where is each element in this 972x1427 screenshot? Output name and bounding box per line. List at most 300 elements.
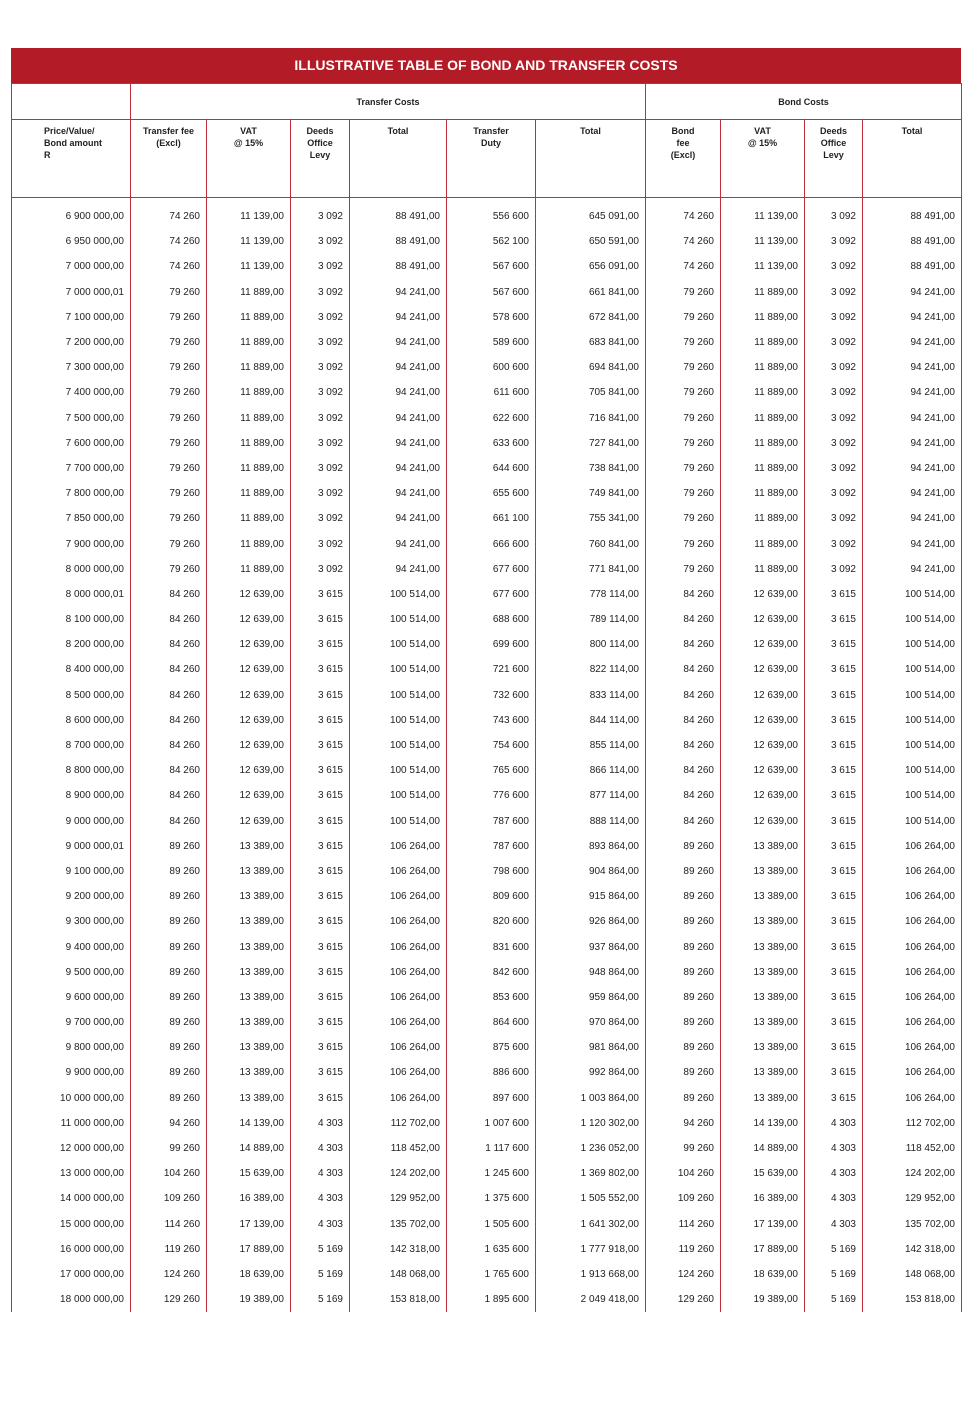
table-cell: 17 889,00 bbox=[207, 1237, 291, 1262]
table-cell: 74 260 bbox=[131, 254, 207, 279]
table-cell: 798 600 bbox=[447, 859, 536, 884]
table-cell: 13 000 000,00 bbox=[12, 1161, 131, 1186]
table-cell: 8 700 000,00 bbox=[12, 733, 131, 758]
table-cell: 84 260 bbox=[131, 683, 207, 708]
table-cell: 11 889,00 bbox=[721, 280, 805, 305]
table-cell: 17 139,00 bbox=[207, 1212, 291, 1237]
table-cell: 7 800 000,00 bbox=[12, 481, 131, 506]
table-cell: 3 615 bbox=[805, 909, 863, 934]
table-cell: 11 889,00 bbox=[721, 330, 805, 355]
table-cell: 13 389,00 bbox=[721, 834, 805, 859]
table-cell: 79 260 bbox=[646, 380, 721, 405]
table-cell: 106 264,00 bbox=[350, 884, 447, 909]
table-cell: 3 092 bbox=[805, 406, 863, 431]
table-row bbox=[12, 481, 962, 506]
table-cell: 94 241,00 bbox=[863, 557, 962, 582]
table-cell: 5 169 bbox=[291, 1262, 350, 1287]
table-cell: 893 864,00 bbox=[536, 834, 646, 859]
table-cell: 9 100 000,00 bbox=[12, 859, 131, 884]
table-row bbox=[12, 1060, 962, 1085]
table-row bbox=[12, 431, 962, 456]
table-cell: 100 514,00 bbox=[350, 632, 447, 657]
table-cell: 16 389,00 bbox=[721, 1186, 805, 1211]
table-cell: 765 600 bbox=[447, 758, 536, 783]
table-cell: 88 491,00 bbox=[350, 229, 447, 254]
table-cell: 106 264,00 bbox=[350, 909, 447, 934]
table-cell: 84 260 bbox=[646, 582, 721, 607]
table-cell: 89 260 bbox=[131, 1035, 207, 1060]
table-cell: 3 615 bbox=[805, 683, 863, 708]
table-cell: 776 600 bbox=[447, 783, 536, 808]
table-cell: 9 000 000,00 bbox=[12, 809, 131, 834]
column-header-10: Total bbox=[863, 120, 962, 198]
table-cell: 3 615 bbox=[805, 1035, 863, 1060]
table-cell: 864 600 bbox=[447, 1010, 536, 1035]
table-cell: 11 139,00 bbox=[721, 254, 805, 279]
table-cell: 16 389,00 bbox=[207, 1186, 291, 1211]
table-row bbox=[12, 1186, 962, 1211]
table-cell: 89 260 bbox=[131, 909, 207, 934]
table-row bbox=[12, 531, 962, 556]
table-cell: 74 260 bbox=[646, 229, 721, 254]
table-cell: 771 841,00 bbox=[536, 557, 646, 582]
table-cell: 94 241,00 bbox=[350, 406, 447, 431]
table-cell: 106 264,00 bbox=[350, 859, 447, 884]
table-cell: 3 092 bbox=[805, 531, 863, 556]
table-cell: 100 514,00 bbox=[350, 809, 447, 834]
table-cell: 106 264,00 bbox=[863, 859, 962, 884]
table-title: ILLUSTRATIVE TABLE OF BOND AND TRANSFER COSTS bbox=[11, 48, 961, 83]
table-cell: 94 241,00 bbox=[350, 506, 447, 531]
table-cell: 18 639,00 bbox=[207, 1262, 291, 1287]
table-body bbox=[12, 204, 962, 1312]
table-cell: 727 841,00 bbox=[536, 431, 646, 456]
table-cell: 19 389,00 bbox=[207, 1287, 291, 1312]
table-cell: 8 900 000,00 bbox=[12, 783, 131, 808]
table-cell: 89 260 bbox=[646, 985, 721, 1010]
table-cell: 12 639,00 bbox=[721, 657, 805, 682]
table-cell: 11 889,00 bbox=[207, 380, 291, 405]
table-cell: 3 092 bbox=[291, 557, 350, 582]
table-row bbox=[12, 1086, 962, 1111]
table-cell: 716 841,00 bbox=[536, 406, 646, 431]
table-cell: 743 600 bbox=[447, 708, 536, 733]
table-cell: 89 260 bbox=[646, 1010, 721, 1035]
table-cell: 3 615 bbox=[291, 758, 350, 783]
table-cell: 556 600 bbox=[447, 204, 536, 229]
table-cell: 18 639,00 bbox=[721, 1262, 805, 1287]
table-row bbox=[12, 934, 962, 959]
table-cell: 79 260 bbox=[646, 557, 721, 582]
table-cell: 14 000 000,00 bbox=[12, 1186, 131, 1211]
table-cell: 5 169 bbox=[805, 1287, 863, 1312]
table-cell: 94 241,00 bbox=[350, 531, 447, 556]
table-cell: 3 615 bbox=[291, 657, 350, 682]
table-cell: 3 092 bbox=[291, 229, 350, 254]
table-cell: 3 092 bbox=[291, 330, 350, 355]
table-cell: 4 303 bbox=[291, 1212, 350, 1237]
table-row bbox=[12, 506, 962, 531]
table-cell: 11 889,00 bbox=[207, 330, 291, 355]
table-cell: 106 264,00 bbox=[350, 1010, 447, 1035]
table-cell: 11 889,00 bbox=[721, 431, 805, 456]
table-cell: 74 260 bbox=[131, 229, 207, 254]
table-cell: 567 600 bbox=[447, 280, 536, 305]
table-cell: 17 889,00 bbox=[721, 1237, 805, 1262]
table-cell: 84 260 bbox=[646, 657, 721, 682]
table-cell: 3 615 bbox=[805, 758, 863, 783]
table-cell: 100 514,00 bbox=[863, 632, 962, 657]
table-cell: 94 260 bbox=[131, 1111, 207, 1136]
table-cell: 106 264,00 bbox=[863, 1060, 962, 1085]
table-cell: 100 514,00 bbox=[350, 582, 447, 607]
table-cell: 3 615 bbox=[805, 632, 863, 657]
table-cell: 11 889,00 bbox=[207, 506, 291, 531]
table-cell: 79 260 bbox=[131, 531, 207, 556]
table-cell: 5 169 bbox=[291, 1287, 350, 1312]
table-cell: 84 260 bbox=[131, 657, 207, 682]
table-cell: 787 600 bbox=[447, 809, 536, 834]
table-cell: 656 091,00 bbox=[536, 254, 646, 279]
table-cell: 106 264,00 bbox=[863, 909, 962, 934]
table-cell: 100 514,00 bbox=[863, 783, 962, 808]
table-cell: 89 260 bbox=[131, 934, 207, 959]
table-row bbox=[12, 909, 962, 934]
table-cell: 3 092 bbox=[805, 280, 863, 305]
column-header-row bbox=[12, 120, 962, 198]
table-cell: 721 600 bbox=[447, 657, 536, 682]
table-row bbox=[12, 1212, 962, 1237]
table-cell: 694 841,00 bbox=[536, 355, 646, 380]
table-cell: 84 260 bbox=[646, 758, 721, 783]
table-cell: 129 260 bbox=[646, 1287, 721, 1312]
table-cell: 749 841,00 bbox=[536, 481, 646, 506]
table-cell: 3 092 bbox=[805, 380, 863, 405]
table-cell: 3 092 bbox=[291, 531, 350, 556]
table-cell: 106 264,00 bbox=[350, 960, 447, 985]
table-cell: 3 615 bbox=[291, 708, 350, 733]
table-cell: 755 341,00 bbox=[536, 506, 646, 531]
table-cell: 79 260 bbox=[646, 456, 721, 481]
table-cell: 89 260 bbox=[646, 960, 721, 985]
table-cell: 79 260 bbox=[646, 506, 721, 531]
table-cell: 1 641 302,00 bbox=[536, 1212, 646, 1237]
table-cell: 109 260 bbox=[131, 1186, 207, 1211]
table-cell: 10 000 000,00 bbox=[12, 1086, 131, 1111]
table-cell: 106 264,00 bbox=[350, 985, 447, 1010]
table-cell: 820 600 bbox=[447, 909, 536, 934]
table-cell: 3 615 bbox=[291, 1060, 350, 1085]
column-header-0: Price/Value/ Bond amount R bbox=[12, 120, 131, 198]
table-cell: 3 615 bbox=[805, 783, 863, 808]
table-cell: 3 092 bbox=[291, 406, 350, 431]
table-cell: 8 200 000,00 bbox=[12, 632, 131, 657]
table-cell: 8 100 000,00 bbox=[12, 607, 131, 632]
table-cell: 142 318,00 bbox=[350, 1237, 447, 1262]
table-cell: 13 389,00 bbox=[207, 1010, 291, 1035]
table-cell: 12 639,00 bbox=[207, 733, 291, 758]
table-row bbox=[12, 884, 962, 909]
table-cell: 94 241,00 bbox=[863, 305, 962, 330]
table-cell: 100 514,00 bbox=[350, 657, 447, 682]
column-header-5: Transfer Duty bbox=[447, 120, 536, 198]
table-cell: 3 092 bbox=[291, 481, 350, 506]
table-cell: 88 491,00 bbox=[863, 254, 962, 279]
table-row bbox=[12, 733, 962, 758]
table-cell: 11 889,00 bbox=[207, 431, 291, 456]
table-cell: 1 765 600 bbox=[447, 1262, 536, 1287]
table-row bbox=[12, 305, 962, 330]
table-cell: 12 639,00 bbox=[721, 809, 805, 834]
table-cell: 645 091,00 bbox=[536, 204, 646, 229]
table-cell: 99 260 bbox=[131, 1136, 207, 1161]
table-cell: 1 505 552,00 bbox=[536, 1186, 646, 1211]
table-cell: 79 260 bbox=[646, 406, 721, 431]
table-cell: 106 264,00 bbox=[863, 1035, 962, 1060]
table-cell: 1 007 600 bbox=[447, 1111, 536, 1136]
table-cell: 4 303 bbox=[805, 1161, 863, 1186]
table-cell: 3 615 bbox=[805, 859, 863, 884]
table-cell: 12 639,00 bbox=[207, 607, 291, 632]
table-cell: 877 114,00 bbox=[536, 783, 646, 808]
table-cell: 11 139,00 bbox=[721, 229, 805, 254]
table-cell: 9 000 000,01 bbox=[12, 834, 131, 859]
table-row bbox=[12, 406, 962, 431]
table-cell: 1 117 600 bbox=[447, 1136, 536, 1161]
table-cell: 1 245 600 bbox=[447, 1161, 536, 1186]
table-cell: 13 389,00 bbox=[207, 884, 291, 909]
table-cell: 948 864,00 bbox=[536, 960, 646, 985]
table-row bbox=[12, 254, 962, 279]
table-cell: 11 889,00 bbox=[721, 355, 805, 380]
table-cell: 833 114,00 bbox=[536, 683, 646, 708]
table-cell: 4 303 bbox=[291, 1136, 350, 1161]
table-cell: 11 889,00 bbox=[721, 506, 805, 531]
table-cell: 88 491,00 bbox=[350, 254, 447, 279]
table-cell: 672 841,00 bbox=[536, 305, 646, 330]
table-cell: 135 702,00 bbox=[350, 1212, 447, 1237]
table-cell: 79 260 bbox=[646, 481, 721, 506]
table-cell: 13 389,00 bbox=[207, 1035, 291, 1060]
table-row bbox=[12, 708, 962, 733]
table-cell: 89 260 bbox=[131, 960, 207, 985]
table-cell: 866 114,00 bbox=[536, 758, 646, 783]
table-cell: 3 092 bbox=[805, 506, 863, 531]
table-cell: 79 260 bbox=[131, 355, 207, 380]
table-row bbox=[12, 330, 962, 355]
table-cell: 9 700 000,00 bbox=[12, 1010, 131, 1035]
table-cell: 94 241,00 bbox=[350, 305, 447, 330]
table-cell: 5 169 bbox=[291, 1237, 350, 1262]
table-cell: 6 900 000,00 bbox=[12, 204, 131, 229]
table-cell: 683 841,00 bbox=[536, 330, 646, 355]
table-cell: 84 260 bbox=[646, 733, 721, 758]
table-cell: 853 600 bbox=[447, 985, 536, 1010]
table-cell: 3 615 bbox=[291, 985, 350, 1010]
table-cell: 79 260 bbox=[131, 280, 207, 305]
table-cell: 1 375 600 bbox=[447, 1186, 536, 1211]
table-cell: 14 889,00 bbox=[207, 1136, 291, 1161]
table-cell: 79 260 bbox=[646, 305, 721, 330]
table-row bbox=[12, 960, 962, 985]
table-cell: 3 092 bbox=[805, 305, 863, 330]
table-cell: 699 600 bbox=[447, 632, 536, 657]
table-row bbox=[12, 1262, 962, 1287]
table-cell: 100 514,00 bbox=[350, 607, 447, 632]
table-cell: 1 635 600 bbox=[447, 1237, 536, 1262]
table-cell: 11 889,00 bbox=[721, 557, 805, 582]
table-cell: 94 241,00 bbox=[863, 280, 962, 305]
table-cell: 89 260 bbox=[646, 909, 721, 934]
table-cell: 94 241,00 bbox=[350, 481, 447, 506]
table-cell: 9 500 000,00 bbox=[12, 960, 131, 985]
table-cell: 992 864,00 bbox=[536, 1060, 646, 1085]
table-cell: 11 139,00 bbox=[721, 204, 805, 229]
table-cell: 9 300 000,00 bbox=[12, 909, 131, 934]
table-cell: 84 260 bbox=[131, 783, 207, 808]
table-row bbox=[12, 1010, 962, 1035]
table-cell: 106 264,00 bbox=[863, 985, 962, 1010]
table-cell: 79 260 bbox=[131, 330, 207, 355]
table-cell: 3 092 bbox=[805, 254, 863, 279]
table-cell: 3 092 bbox=[291, 380, 350, 405]
table-cell: 106 264,00 bbox=[863, 934, 962, 959]
table-cell: 11 889,00 bbox=[721, 531, 805, 556]
table-cell: 84 260 bbox=[131, 809, 207, 834]
table-cell: 129 952,00 bbox=[350, 1186, 447, 1211]
table-cell: 89 260 bbox=[646, 859, 721, 884]
table-cell: 754 600 bbox=[447, 733, 536, 758]
table-cell: 3 615 bbox=[805, 607, 863, 632]
table-cell: 4 303 bbox=[805, 1186, 863, 1211]
table-row bbox=[12, 809, 962, 834]
table-cell: 14 889,00 bbox=[721, 1136, 805, 1161]
table-cell: 13 389,00 bbox=[207, 909, 291, 934]
table-row bbox=[12, 1287, 962, 1312]
table-cell: 6 950 000,00 bbox=[12, 229, 131, 254]
table-cell: 3 615 bbox=[805, 733, 863, 758]
table-cell: 104 260 bbox=[131, 1161, 207, 1186]
table-cell: 12 639,00 bbox=[207, 683, 291, 708]
table-cell: 94 241,00 bbox=[863, 431, 962, 456]
table-cell: 897 600 bbox=[447, 1086, 536, 1111]
table-row bbox=[12, 985, 962, 1010]
table-cell: 100 514,00 bbox=[863, 607, 962, 632]
table-cell: 1 505 600 bbox=[447, 1212, 536, 1237]
table-cell: 112 702,00 bbox=[863, 1111, 962, 1136]
table-cell: 11 139,00 bbox=[207, 254, 291, 279]
table-cell: 3 615 bbox=[291, 884, 350, 909]
table-cell: 12 639,00 bbox=[207, 632, 291, 657]
table-cell: 94 241,00 bbox=[350, 280, 447, 305]
table-cell: 13 389,00 bbox=[721, 934, 805, 959]
table-cell: 148 068,00 bbox=[350, 1262, 447, 1287]
table-cell: 88 491,00 bbox=[863, 229, 962, 254]
table-cell: 106 264,00 bbox=[350, 934, 447, 959]
table-cell: 94 241,00 bbox=[863, 506, 962, 531]
table-cell: 12 639,00 bbox=[721, 783, 805, 808]
table-cell: 13 389,00 bbox=[721, 985, 805, 1010]
column-header-2: VAT @ 15% bbox=[207, 120, 291, 198]
table-cell: 822 114,00 bbox=[536, 657, 646, 682]
table-cell: 84 260 bbox=[646, 632, 721, 657]
table-cell: 11 889,00 bbox=[207, 280, 291, 305]
table-cell: 142 318,00 bbox=[863, 1237, 962, 1262]
table-cell: 13 389,00 bbox=[721, 1035, 805, 1060]
table-cell: 15 639,00 bbox=[207, 1161, 291, 1186]
table-cell: 937 864,00 bbox=[536, 934, 646, 959]
table-cell: 114 260 bbox=[131, 1212, 207, 1237]
table-cell: 11 139,00 bbox=[207, 204, 291, 229]
table-cell: 89 260 bbox=[131, 834, 207, 859]
table-cell: 100 514,00 bbox=[863, 683, 962, 708]
table-cell: 100 514,00 bbox=[350, 783, 447, 808]
table-cell: 94 241,00 bbox=[863, 406, 962, 431]
table-cell: 89 260 bbox=[646, 1035, 721, 1060]
table-cell: 12 639,00 bbox=[721, 758, 805, 783]
table-cell: 7 300 000,00 bbox=[12, 355, 131, 380]
table-cell: 13 389,00 bbox=[721, 909, 805, 934]
table-cell: 7 000 000,01 bbox=[12, 280, 131, 305]
table-cell: 567 600 bbox=[447, 254, 536, 279]
table-cell: 7 200 000,00 bbox=[12, 330, 131, 355]
table-row bbox=[12, 229, 962, 254]
table-cell: 8 800 000,00 bbox=[12, 758, 131, 783]
table-cell: 959 864,00 bbox=[536, 985, 646, 1010]
table-cell: 7 000 000,00 bbox=[12, 254, 131, 279]
table-cell: 124 260 bbox=[646, 1262, 721, 1287]
table-cell: 4 303 bbox=[805, 1212, 863, 1237]
table-cell: 4 303 bbox=[291, 1111, 350, 1136]
table-cell: 600 600 bbox=[447, 355, 536, 380]
table-cell: 3 092 bbox=[805, 481, 863, 506]
table-cell: 622 600 bbox=[447, 406, 536, 431]
column-header-7: Bond fee (Excl) bbox=[646, 120, 721, 198]
table-cell: 114 260 bbox=[646, 1212, 721, 1237]
table-cell: 3 615 bbox=[805, 1086, 863, 1111]
table-cell: 1 369 802,00 bbox=[536, 1161, 646, 1186]
table-cell: 7 400 000,00 bbox=[12, 380, 131, 405]
table-cell: 88 491,00 bbox=[863, 204, 962, 229]
table-cell: 12 639,00 bbox=[207, 657, 291, 682]
table-cell: 7 100 000,00 bbox=[12, 305, 131, 330]
column-header-3: Deeds Office Levy bbox=[291, 120, 350, 198]
table-cell: 79 260 bbox=[131, 431, 207, 456]
table-cell: 3 615 bbox=[805, 934, 863, 959]
table-cell: 94 241,00 bbox=[863, 330, 962, 355]
table-cell: 11 889,00 bbox=[721, 406, 805, 431]
table-cell: 94 241,00 bbox=[863, 456, 962, 481]
table-cell: 732 600 bbox=[447, 683, 536, 708]
table-cell: 94 241,00 bbox=[863, 380, 962, 405]
table-cell: 100 514,00 bbox=[863, 708, 962, 733]
table-cell: 12 639,00 bbox=[207, 582, 291, 607]
table-cell: 12 639,00 bbox=[721, 632, 805, 657]
table-cell: 7 600 000,00 bbox=[12, 431, 131, 456]
table-cell: 1 913 668,00 bbox=[536, 1262, 646, 1287]
table-cell: 666 600 bbox=[447, 531, 536, 556]
table-cell: 11 889,00 bbox=[721, 456, 805, 481]
table-cell: 135 702,00 bbox=[863, 1212, 962, 1237]
table-cell: 8 400 000,00 bbox=[12, 657, 131, 682]
table-cell: 705 841,00 bbox=[536, 380, 646, 405]
table-cell: 11 889,00 bbox=[207, 355, 291, 380]
table-cell: 11 889,00 bbox=[207, 456, 291, 481]
table-cell: 3 615 bbox=[291, 582, 350, 607]
table-cell: 109 260 bbox=[646, 1186, 721, 1211]
table-cell: 14 139,00 bbox=[721, 1111, 805, 1136]
table-cell: 104 260 bbox=[646, 1161, 721, 1186]
